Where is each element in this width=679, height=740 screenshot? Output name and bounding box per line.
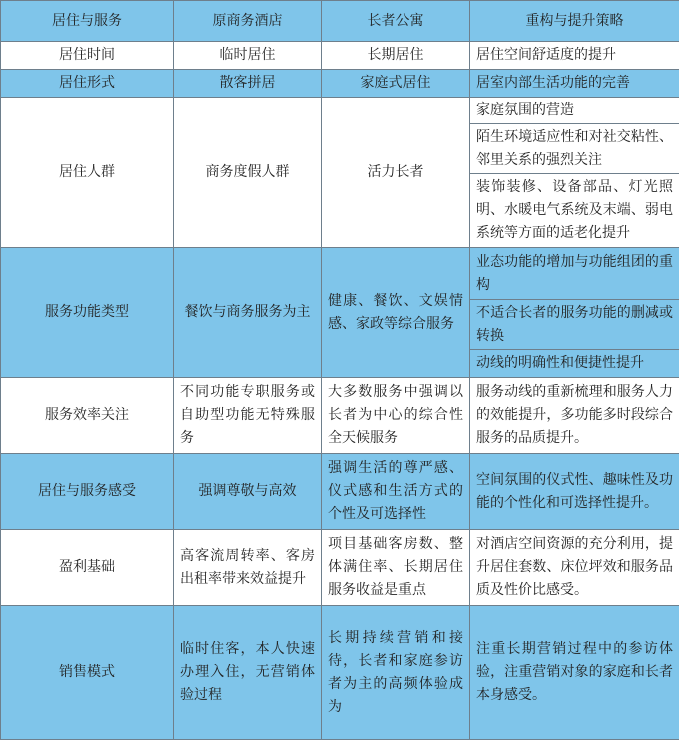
- table-row: [1, 98, 679, 124]
- header-aspect: 居住与服务: [1, 1, 174, 42]
- row-apartment: 活力长者: [322, 98, 470, 248]
- header-hotel: 原商务酒店: [174, 1, 322, 42]
- row-strategy-item: 动线的明确性和便捷性提升: [470, 350, 679, 378]
- row-hotel: 散客拼居: [174, 70, 322, 98]
- row-aspect: 居住与服务感受: [1, 454, 174, 530]
- row-strategy: 居室内部生活功能的完善: [470, 70, 679, 98]
- row-strategy: 对酒店空间资源的充分利用，提升居住套数、床位坪效和服务品质及性价比感受。: [470, 530, 679, 606]
- header-strategy: 重构与提升策略: [470, 1, 679, 42]
- row-strategy-item: 装饰装修、设备部品、灯光照明、水暖电气系统及末端、弱电系统等方面的适老化提升: [470, 174, 679, 248]
- row-apartment: 项目基础客房数、整体满住率、长期居住服务收益是重点: [322, 530, 470, 606]
- row-strategy-item: 业态功能的增加与功能组团的重构: [470, 248, 679, 300]
- row-apartment: 长期居住: [322, 42, 470, 70]
- table-row: [1, 378, 679, 454]
- row-apartment: 健康、餐饮、文娱情感、家政等综合服务: [322, 248, 470, 378]
- row-strategy: 空间氛围的仪式性、趣味性及功能的个性化和可选择性提升。: [470, 454, 679, 530]
- row-hotel: 餐饮与商务服务为主: [174, 248, 322, 378]
- row-hotel: 高客流周转率、客房出租率带来效益提升: [174, 530, 322, 606]
- row-strategy: 服务动线的重新梳理和服务人力的效能提升，多功能多时段综合服务的品质提升。: [470, 378, 679, 454]
- row-apartment: 大多数服务中强调以长者为中心的综合性全天候服务: [322, 378, 470, 454]
- row-hotel: 商务度假人群: [174, 98, 322, 248]
- row-aspect: 服务功能类型: [1, 248, 174, 378]
- row-hotel: 临时居住: [174, 42, 322, 70]
- table-row: [1, 454, 679, 530]
- row-apartment: 家庭式居住: [322, 70, 470, 98]
- table-row: [1, 248, 679, 300]
- row-strategy-item: 陌生环境适应性和对社交粘性、邻里关系的强烈关注: [470, 124, 679, 174]
- row-hotel: 临时住客，本人快速办理入住，无营销体验过程: [174, 606, 322, 740]
- row-aspect: 居住形式: [1, 70, 174, 98]
- row-aspect: 服务效率关注: [1, 378, 174, 454]
- row-strategy: 居住空间舒适度的提升: [470, 42, 679, 70]
- row-aspect: 销售模式: [1, 606, 174, 740]
- row-hotel: 强调尊敬与高效: [174, 454, 322, 530]
- row-strategy-item: 不适合长者的服务功能的删减或转换: [470, 300, 679, 350]
- row-hotel: 不同功能专职服务或自助型功能无特殊服务: [174, 378, 322, 454]
- table-header-row: [1, 1, 679, 42]
- table-row: [1, 530, 679, 606]
- row-aspect: 盈利基础: [1, 530, 174, 606]
- row-aspect: 居住时间: [1, 42, 174, 70]
- row-strategy-item: 家庭氛围的营造: [470, 98, 679, 124]
- row-aspect: 居住人群: [1, 98, 174, 248]
- table-row: [1, 606, 679, 740]
- row-apartment: 长期持续营销和接待，长者和家庭参访者为主的高频体验成为: [322, 606, 470, 740]
- row-apartment: 强调生活的尊严感、仪式感和生活方式的个性及可选择性: [322, 454, 470, 530]
- table-row: [1, 70, 679, 98]
- header-apartment: 长者公寓: [322, 1, 470, 42]
- row-strategy: 注重长期营销过程中的参访体验，注重营销对象的家庭和长者本身感受。: [470, 606, 679, 740]
- table-row: [1, 42, 679, 70]
